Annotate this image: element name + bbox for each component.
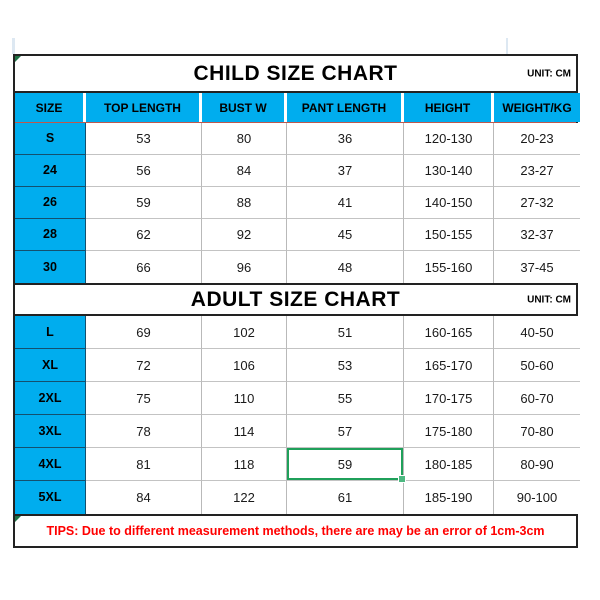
cell-value: 23-27: [520, 163, 554, 178]
table-cell: [202, 251, 287, 283]
adult-rows-section: [15, 316, 576, 514]
cell-value: 36: [337, 131, 353, 146]
table-cell: [86, 349, 202, 382]
table-cell: [287, 316, 404, 349]
selection-fill-handle[interactable]: [398, 475, 406, 483]
unit-label-child: UNIT: CM: [527, 68, 571, 79]
cell-value: 61: [337, 490, 353, 505]
adult-row-4xl: [15, 448, 576, 481]
header-size: SIZE: [15, 93, 86, 122]
adult-row-xl: [15, 349, 576, 382]
adult-row-l: [15, 316, 576, 349]
header-pant-length: PANT LENGTH: [287, 93, 404, 122]
table-cell: [494, 448, 580, 481]
table-cell: [494, 481, 580, 514]
table-cell: [287, 415, 404, 448]
header-weight-kg: WEIGHT/KG: [494, 93, 580, 122]
table-cell: [202, 382, 287, 415]
table-cell: [287, 155, 404, 187]
cell-value: 120-130: [424, 131, 473, 146]
table-cell: [86, 187, 202, 219]
table-cell: [86, 382, 202, 415]
selected-cell[interactable]: [287, 448, 404, 481]
cell-value: 72: [136, 357, 151, 373]
adult-title: ADULT SIZE CHART: [190, 287, 401, 311]
size-label-cell: L: [15, 316, 86, 349]
cell-value: 48: [337, 259, 353, 275]
cell-value: 130-140: [424, 163, 473, 178]
table-cell: [287, 481, 404, 514]
green-corner-marker: [15, 56, 21, 62]
table-cell: [202, 219, 287, 251]
table-cell: [86, 415, 202, 448]
table-cell: [202, 481, 287, 514]
cell-value: 53: [337, 357, 353, 373]
child-title-row: [15, 56, 576, 93]
cell-value: 88: [236, 195, 252, 210]
size-label-cell: XL: [15, 349, 86, 382]
adult-title-row: [15, 283, 576, 316]
cell-value: 75: [136, 390, 151, 406]
size-label-cell: 4XL: [15, 448, 86, 481]
cell-value: 41: [337, 195, 353, 210]
cell-value: 40-50: [520, 324, 554, 340]
cell-value: 118: [233, 456, 255, 472]
cell-value: 57: [337, 423, 353, 439]
cell-value: 59: [337, 456, 353, 472]
child-rows-section: [15, 123, 576, 283]
cell-value: 140-150: [424, 195, 473, 210]
child-row-24: [15, 155, 576, 187]
table-cell: [494, 382, 580, 415]
cell-value: 37-45: [520, 259, 554, 275]
table-cell: [404, 349, 494, 382]
cell-value: 59: [136, 195, 151, 210]
size-label-cell: 24: [15, 155, 86, 187]
faint-gridline-right: [506, 38, 508, 54]
cell-value: 96: [236, 259, 252, 275]
table-cell: [202, 123, 287, 155]
table-cell: [404, 219, 494, 251]
cell-value: 80: [236, 131, 252, 146]
size-label-cell: S: [15, 123, 86, 155]
table-cell: [404, 448, 494, 481]
table-cell: [404, 382, 494, 415]
table-cell: [202, 349, 287, 382]
size-label-cell: 2XL: [15, 382, 86, 415]
cell-value: 45: [337, 227, 353, 242]
table-cell: [404, 187, 494, 219]
cell-value: 175-180: [424, 423, 473, 439]
cell-value: 84: [136, 490, 151, 505]
cell-value: 53: [136, 131, 151, 146]
size-label-cell: 26: [15, 187, 86, 219]
cell-value: 55: [337, 390, 353, 406]
tips-text: TIPS: Due to different measurement methods, there are may be an error of 1cm-3cm: [46, 524, 545, 538]
cell-value: 50-60: [520, 357, 554, 373]
cell-value: 170-175: [424, 390, 473, 406]
cell-value: 180-185: [424, 456, 473, 472]
header-bust-w: BUST W: [202, 93, 287, 122]
table-cell: [494, 316, 580, 349]
cell-value: 80-90: [520, 456, 554, 472]
cell-value: 150-155: [424, 227, 473, 242]
child-row-30: [15, 251, 576, 283]
table-cell: [494, 349, 580, 382]
cell-value: 78: [136, 423, 151, 439]
table-cell: [86, 219, 202, 251]
table-cell: [202, 415, 287, 448]
table-cell: [287, 251, 404, 283]
column-header-row: [15, 93, 576, 123]
tips-row: [15, 514, 576, 546]
size-label-cell: 28: [15, 219, 86, 251]
table-cell: [494, 123, 580, 155]
table-cell: [202, 187, 287, 219]
table-cell: [494, 251, 580, 283]
table-cell: [287, 123, 404, 155]
cell-value: 69: [136, 324, 151, 340]
cell-value: 84: [236, 163, 252, 178]
table-cell: [404, 316, 494, 349]
child-row-26: [15, 187, 576, 219]
cell-value: 165-170: [424, 357, 473, 373]
size-label-cell: 5XL: [15, 481, 86, 514]
table-cell: [287, 187, 404, 219]
cell-value: 70-80: [520, 423, 554, 439]
cell-value: 114: [233, 423, 255, 439]
cell-value: 56: [136, 163, 151, 178]
table-cell: [494, 219, 580, 251]
table-cell: [404, 251, 494, 283]
cell-value: 185-190: [424, 490, 473, 505]
table-cell: [287, 382, 404, 415]
cell-value: 110: [233, 390, 255, 406]
table-cell: [287, 219, 404, 251]
cell-value: 60-70: [520, 390, 554, 406]
adult-row-5xl: [15, 481, 576, 514]
adult-row-2xl: [15, 382, 576, 415]
cell-value: 90-100: [516, 490, 558, 505]
cell-value: 155-160: [424, 259, 473, 275]
header-top-length: TOP LENGTH: [86, 93, 202, 122]
unit-label-adult: UNIT: CM: [527, 294, 571, 305]
table-cell: [202, 448, 287, 481]
child-title: CHILD SIZE CHART: [193, 61, 398, 85]
table-cell: [404, 415, 494, 448]
table-cell: [404, 123, 494, 155]
size-chart-table: [13, 54, 578, 548]
faint-gridline-left: [12, 38, 15, 54]
size-label-cell: 3XL: [15, 415, 86, 448]
child-row-28: [15, 219, 576, 251]
table-cell: [404, 155, 494, 187]
table-cell: [404, 481, 494, 514]
header-height: HEIGHT: [404, 93, 494, 122]
cell-value: 160-165: [424, 324, 473, 340]
table-cell: [494, 187, 580, 219]
adult-row-3xl: [15, 415, 576, 448]
cell-value: 62: [136, 227, 151, 242]
table-cell: [287, 349, 404, 382]
table-cell: [494, 415, 580, 448]
cell-value: 32-37: [520, 227, 554, 242]
table-cell: [202, 155, 287, 187]
table-cell: [86, 123, 202, 155]
table-cell: [86, 481, 202, 514]
table-cell: [86, 448, 202, 481]
table-cell: [86, 316, 202, 349]
size-label-cell: 30: [15, 251, 86, 283]
green-corner-marker-tips: [15, 516, 21, 522]
cell-value: 102: [233, 324, 255, 340]
cell-value: 66: [136, 259, 151, 275]
table-cell: [86, 251, 202, 283]
child-row-s: [15, 123, 576, 155]
cell-value: 81: [136, 456, 151, 472]
cell-value: 106: [233, 357, 255, 373]
cell-value: 20-23: [520, 131, 554, 146]
cell-value: 92: [236, 227, 252, 242]
cell-value: 122: [233, 490, 255, 505]
table-cell: [494, 155, 580, 187]
cell-value: 27-32: [520, 195, 554, 210]
cell-value: 37: [337, 163, 353, 178]
table-cell: [202, 316, 287, 349]
cell-value: 51: [337, 324, 353, 340]
table-cell: [86, 155, 202, 187]
